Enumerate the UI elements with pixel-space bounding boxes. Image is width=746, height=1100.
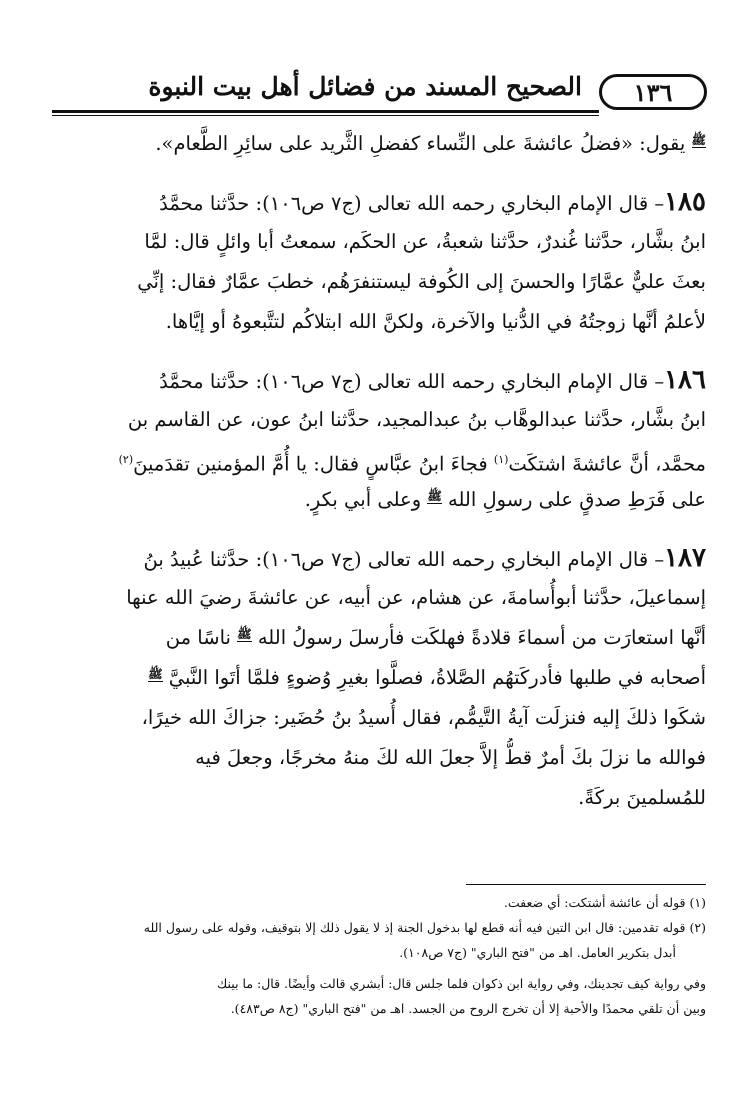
hadith-line: أنَّها استعارَت من أسماءَ قلادةً فهلكَت فأرسلَ رسولُ الله ﷺ ناسًا من: [165, 626, 706, 649]
salawat-seal-icon: ﷺ: [691, 133, 706, 147]
hadith-185: [66, 182, 706, 342]
salawat-seal-icon: ﷺ: [427, 489, 442, 503]
hadith-line: محمَّد، أنَّ عائشةَ اشتكَت$^{(١)}$ فجاءَ ابنُ عبَّاسٍ فقال: يا أُمَّ المؤمنين تقدَمينَ$^{(٢)}$: [118, 452, 706, 476]
hadith-line: ١٨٥– قال الإمام البخاري رحمه الله تعالى (ج٧ ص١٠٦): حدَّثنا محمَّدُ: [159, 187, 706, 217]
footnotes: [50, 890, 706, 1021]
hadith-line: شكَوا ذلكَ إليه فنزلَت آيةُ التَّيمُّم، فقال أُسيدُ بنُ حُضَير: جزاكَ الله خيرًا،: [141, 706, 706, 729]
hadith-line: أصحابه في طلبها فأدركَتهُم الصَّلاةُ، فصلَّوا بغيرِ وُضوءٍ فلمَّا أتَوا النَّبيَّ ﷺ: [148, 666, 706, 689]
hadith-line: إسماعيلَ، حدَّثنا أبوأُسامةَ، عن هشام، عن أبيه، عن عائشةَ رضيَ الله عنها: [126, 586, 706, 609]
hadith-number: ١٨٥: [664, 187, 706, 217]
intro-line: [66, 124, 706, 164]
hadith-number: ١٨٦: [664, 365, 706, 395]
footnote-divider: [466, 884, 706, 885]
salawat-seal-icon: ﷺ: [148, 667, 163, 681]
hadith-187: [66, 538, 706, 818]
hadith-line: ابنُ بشَّار، حدَّثنا عبدالوهَّاب بنُ عبدالمجيد، حدَّثنا ابنُ عون، عن القاسم بن: [127, 408, 706, 431]
footnote-ref[interactable]: (١): [493, 453, 509, 466]
salawat-seal-icon: ﷺ: [237, 627, 252, 641]
header-divider: [52, 110, 599, 113]
footnote-2-extra-cont: وبين أن تلقي محمدًا والأحبة إلا أن تخرج الروح من الجسد. اهـ من "فتح الباري" (ج٨ ص٤٨٣).: [230, 1001, 706, 1016]
hadith-line: ابنُ بشَّار، حدَّثنا غُندرٌ، حدَّثنا شعبةُ، عن الحكَم، سمعتُ أبا وائلٍ قال: لمَّا: [144, 230, 706, 253]
footnote-2: (٢) قوله تقدمين: قال ابن التين فيه أنه قطع لها بدخول الجنة إذ لا يقول ذلك إلا بتوقيف، وقوله على رسول الله: [143, 920, 706, 935]
hadith-line: على فَرَطِ صدقٍ على رسولِ الله ﷺ وعلى أبي بكرٍ.: [304, 488, 706, 511]
page-number: ١٣٦: [633, 77, 673, 107]
footnote-1: (١) قوله أن عائشة أشتكت: أي ضعفت.: [503, 895, 706, 910]
hadith-line: للمُسلمينَ بركَةً.: [578, 786, 706, 809]
main-text: [66, 124, 706, 818]
hadith-line: ١٨٧– قال الإمام البخاري رحمه الله تعالى (ج٧ ص١٠٦): حدَّثنا عُبيدُ بنُ: [143, 543, 706, 573]
footnote-2-cont: أبدل بتكرير العامل. اهـ من "فتح الباري" (ج٧ ص١٠٨).: [399, 945, 676, 960]
intro-text: يقول: «فضلُ عائشةَ على النِّساء كفضلِ الثَّريد على سائِرِ الطَّعام».: [155, 132, 686, 155]
book-title: الصحيح المسند من فضائل أهل بيت النبوة: [148, 72, 582, 101]
header-divider-thin: [52, 115, 599, 116]
page-header: [52, 68, 707, 116]
hadith-number: ١٨٧: [664, 543, 706, 573]
hadith-line: لأعلمُ أنَّها زوجتُهُ في الدُّنيا والآخرة، ولكنَّ الله ابتلاكُم لتتَّبعوهُ أو إيَّاها.: [165, 310, 706, 333]
hadith-line: فوالله ما نزلَ بكَ أمرٌ قطُّ إلاَّ جعلَ الله لكَ منهُ مخرجًا، وجعلَ فيه: [195, 746, 706, 769]
hadith-line: ١٨٦– قال الإمام البخاري رحمه الله تعالى (ج٧ ص١٠٦): حدَّثنا محمَّدُ: [159, 365, 706, 395]
hadith-186: [66, 360, 706, 520]
footnote-ref[interactable]: (٢): [118, 453, 134, 466]
hadith-line: بعثَ عليٌّ عمَّارًا والحسنَ إلى الكُوفة ليستنفرَهُم، خطبَ عمَّارٌ فقال: إنِّي: [137, 270, 706, 293]
footnote-2-extra: وفي رواية كيف تجدينك، وفي رواية ابن ذكوان فلما جلس قال: أبشري قالت وأيضًا. قال: ما بينك: [216, 976, 706, 991]
page-number-badge: [599, 74, 707, 110]
